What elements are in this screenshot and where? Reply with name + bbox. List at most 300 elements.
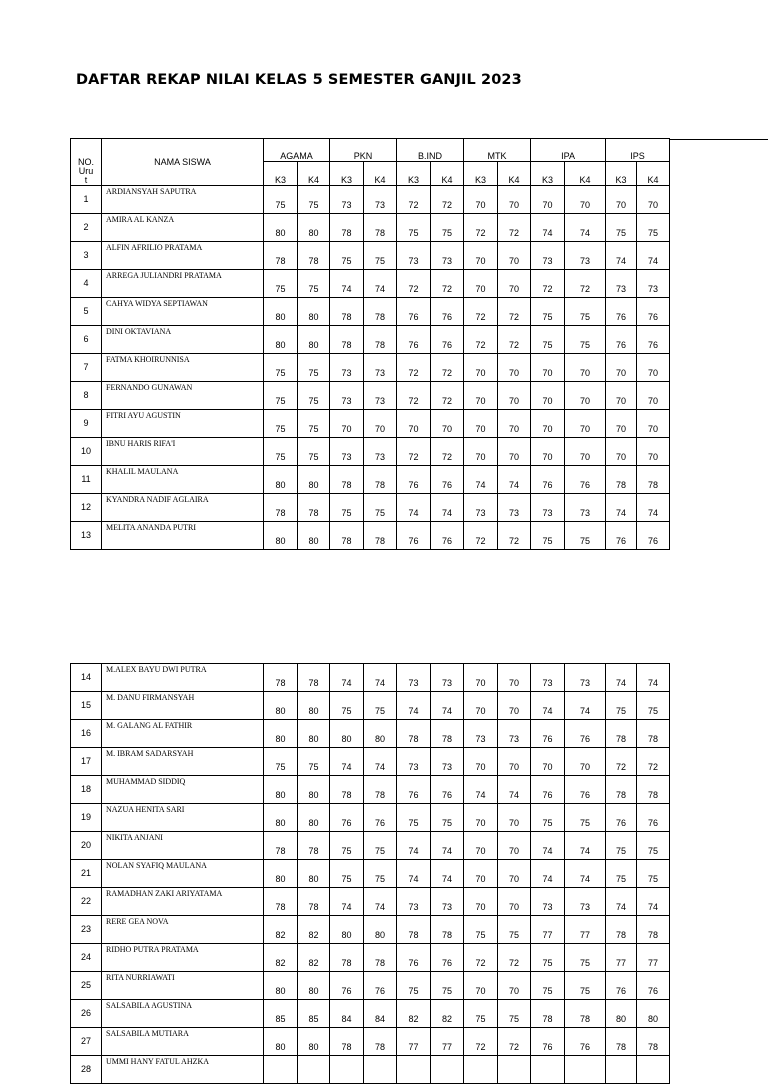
score-cell: 78 [606, 466, 637, 494]
row-number: 23 [71, 916, 102, 944]
score-cell: 74 [606, 494, 637, 522]
score-cell: 73 [606, 270, 637, 298]
score-cell: 72 [397, 438, 431, 466]
student-name: RAMADHAN ZAKI ARIYATAMA [102, 888, 264, 916]
score-cell: 74 [531, 214, 565, 242]
row-number: 1 [71, 186, 102, 214]
score-cell: 78 [364, 522, 397, 550]
score-cell: 70 [464, 242, 498, 270]
header-k3: K3 [397, 162, 431, 186]
row-number: 28 [71, 1056, 102, 1084]
row-number: 15 [71, 692, 102, 720]
score-cell: 70 [606, 186, 637, 214]
student-name: FATMA KHOIRUNNISA [102, 354, 264, 382]
score-cell: 76 [606, 972, 637, 1000]
score-cell: 70 [531, 410, 565, 438]
score-cell: 75 [298, 270, 330, 298]
table-row [71, 242, 670, 270]
header-no [71, 139, 102, 186]
score-cell: 76 [397, 466, 431, 494]
score-cell: 77 [431, 1028, 464, 1056]
score-cell: 72 [464, 522, 498, 550]
score-cell: 70 [464, 748, 498, 776]
header-name: NAMA SISWA [102, 139, 264, 186]
score-cell: 76 [431, 298, 464, 326]
table-row [71, 298, 670, 326]
score-cell: 73 [397, 664, 431, 692]
score-cell: 74 [531, 692, 565, 720]
score-cell: 70 [531, 748, 565, 776]
score-cell: 80 [298, 1028, 330, 1056]
score-cell: 76 [364, 804, 397, 832]
score-cell: 73 [330, 354, 364, 382]
table-row [71, 522, 670, 550]
table-row [71, 748, 670, 776]
score-cell: 70 [498, 972, 531, 1000]
table-row [71, 1056, 670, 1084]
score-cell: 74 [431, 692, 464, 720]
student-name: SALSABILA AGUSTINA [102, 1000, 264, 1028]
score-cell: 80 [298, 720, 330, 748]
score-cell: 80 [298, 972, 330, 1000]
score-cell: 78 [637, 1028, 670, 1056]
score-cell: 77 [565, 916, 606, 944]
student-name: MELITA ANANDA PUTRI [102, 522, 264, 550]
score-cell: 76 [637, 972, 670, 1000]
score-cell: 74 [531, 860, 565, 888]
table-row [71, 410, 670, 438]
score-cell: 72 [397, 186, 431, 214]
score-cell: 75 [606, 860, 637, 888]
score-cell [464, 1056, 498, 1084]
score-cell: 75 [298, 186, 330, 214]
score-cell: 75 [531, 522, 565, 550]
row-number: 2 [71, 214, 102, 242]
student-name: M.ALEX BAYU DWI PUTRA [102, 664, 264, 692]
score-cell: 74 [637, 242, 670, 270]
score-cell: 74 [397, 860, 431, 888]
score-cell: 78 [264, 242, 298, 270]
score-cell: 75 [264, 410, 298, 438]
score-cell: 80 [298, 298, 330, 326]
score-cell: 70 [464, 804, 498, 832]
score-cell: 75 [637, 692, 670, 720]
score-cell: 73 [531, 242, 565, 270]
score-cell: 73 [565, 494, 606, 522]
table-row [71, 270, 670, 298]
score-cell: 75 [565, 804, 606, 832]
score-cell: 80 [364, 720, 397, 748]
row-number: 17 [71, 748, 102, 776]
score-cell: 75 [264, 438, 298, 466]
score-cell: 73 [565, 664, 606, 692]
score-cell: 80 [298, 804, 330, 832]
score-cell: 72 [498, 214, 531, 242]
score-cell: 78 [637, 776, 670, 804]
score-cell: 70 [531, 382, 565, 410]
header-subject-ipa: IPA [531, 139, 606, 162]
score-cell: 85 [298, 1000, 330, 1028]
score-cell: 74 [431, 860, 464, 888]
table-row [71, 916, 670, 944]
score-cell: 70 [498, 664, 531, 692]
score-cell: 80 [264, 860, 298, 888]
score-cell: 76 [637, 326, 670, 354]
score-cell: 72 [464, 326, 498, 354]
student-name: FITRI AYU AGUSTIN [102, 410, 264, 438]
score-cell: 73 [397, 888, 431, 916]
score-cell [298, 1056, 330, 1084]
score-cell: 73 [330, 438, 364, 466]
score-cell: 77 [397, 1028, 431, 1056]
score-cell: 73 [464, 494, 498, 522]
table-row [71, 186, 670, 214]
score-cell [264, 1056, 298, 1084]
score-cell: 78 [298, 664, 330, 692]
score-cell: 75 [637, 860, 670, 888]
score-cell: 78 [330, 214, 364, 242]
score-cell: 72 [464, 1028, 498, 1056]
row-number: 6 [71, 326, 102, 354]
score-cell: 70 [565, 410, 606, 438]
score-cell: 70 [637, 354, 670, 382]
score-cell: 76 [364, 972, 397, 1000]
score-cell: 70 [464, 664, 498, 692]
score-cell: 75 [364, 832, 397, 860]
student-name: CAHYA WIDYA SEPTIAWAN [102, 298, 264, 326]
header-k3: K3 [606, 162, 637, 186]
score-cell: 77 [637, 944, 670, 972]
row-number: 7 [71, 354, 102, 382]
score-cell: 74 [565, 692, 606, 720]
row-number: 12 [71, 494, 102, 522]
page-title: DAFTAR REKAP NILAI KELAS 5 SEMESTER GANJIL 2023 [76, 72, 522, 88]
score-cell: 70 [464, 692, 498, 720]
score-cell: 80 [330, 720, 364, 748]
score-cell: 70 [498, 270, 531, 298]
score-cell [397, 1056, 431, 1084]
score-cell: 76 [637, 804, 670, 832]
score-cell: 74 [364, 664, 397, 692]
score-cell: 80 [298, 522, 330, 550]
score-cell: 70 [498, 748, 531, 776]
score-cell: 70 [606, 354, 637, 382]
score-cell: 75 [264, 186, 298, 214]
header-k3: K3 [464, 162, 498, 186]
score-cell: 82 [397, 1000, 431, 1028]
table-row [71, 466, 670, 494]
score-cell: 74 [364, 888, 397, 916]
score-cell: 75 [330, 494, 364, 522]
score-cell: 80 [606, 1000, 637, 1028]
score-cell: 82 [264, 916, 298, 944]
score-cell: 73 [397, 748, 431, 776]
score-cell: 78 [330, 1028, 364, 1056]
header-row-subjects [71, 139, 670, 162]
score-cell: 80 [264, 972, 298, 1000]
score-cell: 75 [264, 382, 298, 410]
score-cell: 72 [498, 326, 531, 354]
score-cell: 80 [637, 1000, 670, 1028]
table-row [71, 494, 670, 522]
header-k3: K3 [330, 162, 364, 186]
table-row [71, 438, 670, 466]
score-cell: 74 [606, 888, 637, 916]
score-cell [531, 1056, 565, 1084]
score-cell: 78 [298, 242, 330, 270]
score-cell: 70 [606, 382, 637, 410]
table-row [71, 664, 670, 692]
score-cell: 70 [464, 888, 498, 916]
score-cell: 76 [431, 776, 464, 804]
student-name: UMMI HANY FATUL AHZKA [102, 1056, 264, 1084]
score-cell: 73 [330, 186, 364, 214]
score-cell: 80 [264, 776, 298, 804]
header-k4: K4 [565, 162, 606, 186]
score-cell: 85 [264, 1000, 298, 1028]
score-cell: 76 [637, 298, 670, 326]
header-k4: K4 [637, 162, 670, 186]
score-cell: 76 [565, 1028, 606, 1056]
score-cell: 80 [264, 720, 298, 748]
score-cell: 75 [264, 748, 298, 776]
score-cell: 80 [264, 214, 298, 242]
score-cell: 76 [565, 720, 606, 748]
score-cell: 73 [431, 888, 464, 916]
score-cell: 75 [606, 832, 637, 860]
score-cell [637, 1056, 670, 1084]
score-cell: 82 [298, 916, 330, 944]
header-k3: K3 [531, 162, 565, 186]
score-cell: 70 [431, 410, 464, 438]
score-cell: 77 [531, 916, 565, 944]
row-number: 14 [71, 664, 102, 692]
score-cell: 75 [464, 1000, 498, 1028]
score-cell: 72 [637, 748, 670, 776]
header-k3: K3 [264, 162, 298, 186]
score-cell: 70 [498, 888, 531, 916]
score-cell: 70 [364, 410, 397, 438]
score-cell: 70 [637, 410, 670, 438]
student-name: NAZUA HENITA SARI [102, 804, 264, 832]
student-name: RIDHO PUTRA PRATAMA [102, 944, 264, 972]
score-cell: 74 [330, 270, 364, 298]
row-number: 22 [71, 888, 102, 916]
score-cell: 78 [364, 776, 397, 804]
score-cell [431, 1056, 464, 1084]
score-cell: 75 [531, 972, 565, 1000]
score-cell: 78 [330, 522, 364, 550]
header-subject-ips: IPS [606, 139, 670, 162]
score-cell: 73 [364, 438, 397, 466]
score-cell: 76 [531, 776, 565, 804]
table-row [71, 832, 670, 860]
score-cell: 74 [330, 664, 364, 692]
student-name: NIKITA ANJANI [102, 832, 264, 860]
score-cell: 75 [264, 354, 298, 382]
score-cell: 75 [431, 214, 464, 242]
score-cell: 73 [330, 382, 364, 410]
score-cell: 75 [606, 692, 637, 720]
table-row [71, 692, 670, 720]
score-cell: 74 [397, 692, 431, 720]
table-row [71, 804, 670, 832]
score-cell: 73 [464, 720, 498, 748]
score-cell: 72 [498, 522, 531, 550]
score-cell: 77 [606, 944, 637, 972]
score-cell: 80 [264, 298, 298, 326]
score-cell: 78 [397, 916, 431, 944]
score-cell: 72 [565, 270, 606, 298]
table-row [71, 354, 670, 382]
table-row [71, 326, 670, 354]
score-cell: 78 [637, 720, 670, 748]
row-number: 20 [71, 832, 102, 860]
score-cell: 78 [606, 720, 637, 748]
score-cell: 72 [431, 270, 464, 298]
score-cell: 75 [531, 944, 565, 972]
score-cell: 78 [364, 214, 397, 242]
score-cell: 75 [364, 494, 397, 522]
student-name: IBNU HARIS RIFA'I [102, 438, 264, 466]
score-cell: 74 [431, 494, 464, 522]
score-cell: 72 [464, 944, 498, 972]
score-cell: 78 [431, 720, 464, 748]
score-cell: 78 [298, 494, 330, 522]
score-cell: 72 [531, 270, 565, 298]
score-cell: 75 [606, 214, 637, 242]
student-name: RERE GEA NOVA [102, 916, 264, 944]
score-cell: 70 [464, 972, 498, 1000]
score-cell: 70 [637, 382, 670, 410]
score-cell: 72 [431, 438, 464, 466]
row-number: 27 [71, 1028, 102, 1056]
score-cell: 70 [498, 242, 531, 270]
student-name: KYANDRA NADIF AGLAIRA [102, 494, 264, 522]
score-cell: 73 [531, 494, 565, 522]
row-number: 16 [71, 720, 102, 748]
score-cell: 80 [264, 1028, 298, 1056]
score-cell: 73 [364, 354, 397, 382]
score-cell: 75 [565, 522, 606, 550]
score-cell: 74 [565, 860, 606, 888]
score-cell: 75 [330, 242, 364, 270]
score-cell: 70 [606, 410, 637, 438]
score-cell: 73 [531, 664, 565, 692]
score-cell: 74 [364, 270, 397, 298]
score-cell: 78 [606, 1028, 637, 1056]
score-cell: 72 [498, 944, 531, 972]
score-cell: 78 [364, 326, 397, 354]
header-no-line-1: NO. [77, 157, 94, 167]
score-cell: 70 [464, 438, 498, 466]
score-cell: 70 [565, 186, 606, 214]
student-name: ARDIANSYAH SAPUTRA [102, 186, 264, 214]
score-cell: 78 [330, 466, 364, 494]
score-cell: 74 [330, 748, 364, 776]
score-cell: 75 [565, 326, 606, 354]
score-cell: 75 [264, 270, 298, 298]
row-number: 13 [71, 522, 102, 550]
student-name: AMIRA AL KANZA [102, 214, 264, 242]
score-cell: 73 [498, 720, 531, 748]
score-cell: 72 [464, 214, 498, 242]
row-number: 11 [71, 466, 102, 494]
score-cell: 78 [364, 298, 397, 326]
score-cell: 76 [330, 972, 364, 1000]
score-cell: 75 [298, 410, 330, 438]
score-cell: 78 [637, 916, 670, 944]
score-cell: 75 [397, 804, 431, 832]
score-cell: 70 [531, 354, 565, 382]
score-cell: 80 [364, 916, 397, 944]
score-cell: 76 [606, 298, 637, 326]
score-cell: 78 [606, 776, 637, 804]
row-number: 5 [71, 298, 102, 326]
table-row [71, 972, 670, 1000]
score-cell: 78 [264, 664, 298, 692]
student-name: MUHAMMAD SIDDIQ [102, 776, 264, 804]
header-k4: K4 [364, 162, 397, 186]
score-cell: 78 [264, 494, 298, 522]
score-cell: 75 [330, 860, 364, 888]
header-subject-bind: B.IND [397, 139, 464, 162]
score-cell: 75 [498, 1000, 531, 1028]
score-cell: 78 [531, 1000, 565, 1028]
score-cell: 70 [330, 410, 364, 438]
score-cell: 72 [464, 298, 498, 326]
table-row [71, 944, 670, 972]
score-cell: 70 [464, 354, 498, 382]
score-cell: 73 [498, 494, 531, 522]
score-cell: 78 [330, 944, 364, 972]
score-cell: 78 [364, 944, 397, 972]
score-cell: 82 [298, 944, 330, 972]
score-cell: 76 [431, 466, 464, 494]
score-cell: 78 [606, 916, 637, 944]
student-name: KHALIL MAULANA [102, 466, 264, 494]
score-cell: 70 [464, 186, 498, 214]
score-cell: 80 [330, 916, 364, 944]
score-cell: 75 [364, 692, 397, 720]
score-cell: 70 [565, 354, 606, 382]
score-cell: 73 [431, 748, 464, 776]
score-cell: 75 [364, 242, 397, 270]
student-name: SALSABILA MUTIARA [102, 1028, 264, 1056]
header-k4: K4 [431, 162, 464, 186]
score-cell: 75 [397, 972, 431, 1000]
score-cell: 70 [531, 438, 565, 466]
score-cell: 70 [498, 354, 531, 382]
score-cell: 70 [637, 186, 670, 214]
score-cell: 74 [330, 888, 364, 916]
score-cell: 75 [565, 972, 606, 1000]
divider-line [669, 139, 768, 140]
score-cell: 76 [397, 326, 431, 354]
score-cell: 75 [498, 916, 531, 944]
table-row [71, 214, 670, 242]
score-cell: 76 [531, 1028, 565, 1056]
score-cell: 72 [431, 382, 464, 410]
score-cell: 72 [498, 298, 531, 326]
score-cell: 78 [264, 832, 298, 860]
student-name: ALFIN AFRILIO PRATAMA [102, 242, 264, 270]
score-cell: 78 [397, 720, 431, 748]
score-cell: 70 [464, 270, 498, 298]
score-cell: 74 [498, 776, 531, 804]
student-name: FERNANDO GUNAWAN [102, 382, 264, 410]
row-number: 4 [71, 270, 102, 298]
